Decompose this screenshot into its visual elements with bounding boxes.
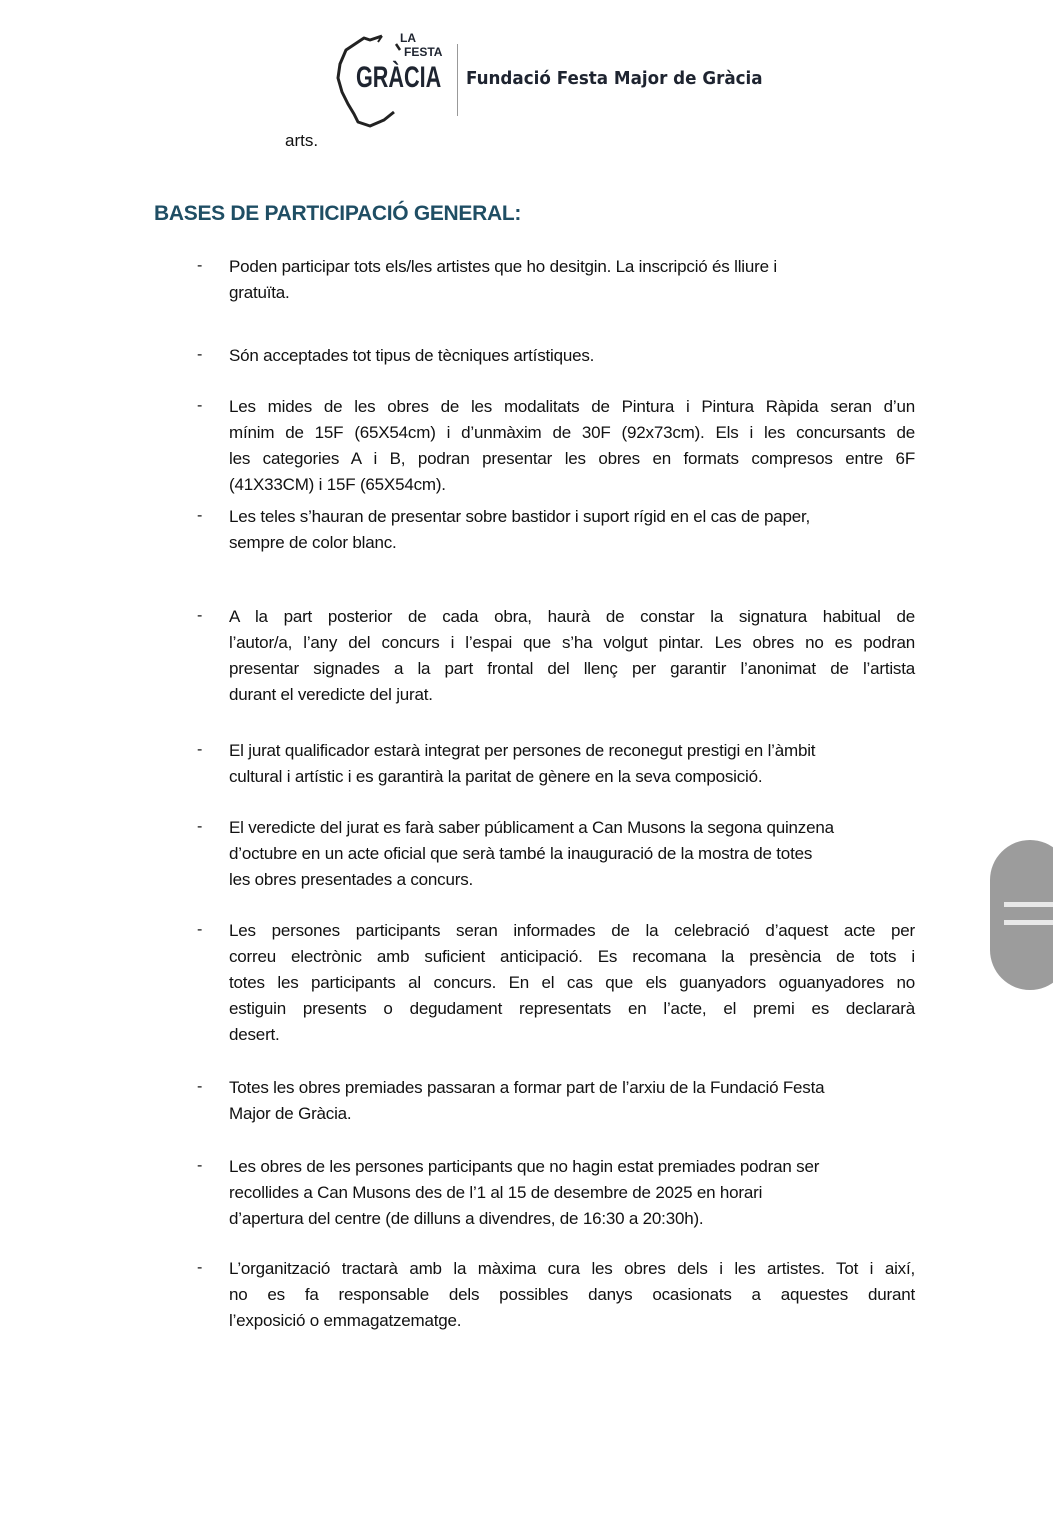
- bullet-dash: -: [197, 346, 203, 363]
- bullet-dash: -: [197, 1259, 203, 1276]
- bullet-dash: -: [197, 741, 203, 758]
- bullet-dash: -: [197, 257, 203, 274]
- list-item-line: estiguin presents o degudament representats en l’acte, el premi es declararà: [229, 999, 915, 1018]
- bullet-dash: -: [197, 1157, 203, 1174]
- list-item-line: mínim de 15F (65X54cm) i d’unmàxim de 30F (92x73cm). Els i les concursants de: [229, 423, 915, 442]
- festa-gracia-logo: [334, 30, 444, 130]
- bullet-dash: -: [197, 1078, 203, 1095]
- list-item-line: (41X33CM) i 15F (65X54cm).: [229, 475, 446, 494]
- side-drawer-handle[interactable]: [990, 840, 1053, 990]
- handle-bar-icon: [1004, 920, 1053, 925]
- list-item-line: d’apertura del centre (de dilluns a divendres, de 16:30 a 20:30h).: [229, 1209, 704, 1228]
- logo-text-gracia: GRÀCIA: [356, 61, 442, 94]
- list-item-line: presentar signades a la part frontal del llenç per garantir l’anonimat de l’artista: [229, 659, 915, 678]
- handle-bar-icon: [1004, 902, 1053, 907]
- list-item-line: L’organització tractarà amb la màxima cura les obres dels i les artistes. Tot i així,: [229, 1259, 915, 1278]
- list-item-line: Les persones participants seran informades de la celebració d’aquest acte per: [229, 921, 915, 940]
- list-item-line: l’exposició o emmagatzematge.: [229, 1311, 462, 1330]
- list-item-line: les obres presentades a concurs.: [229, 870, 474, 889]
- bullet-dash: -: [197, 818, 203, 835]
- bullet-dash: -: [197, 397, 203, 414]
- list-item-line: Totes les obres premiades passaran a formar part de l’arxiu de la Fundació Festa: [229, 1078, 825, 1097]
- section-title: BASES DE PARTICIPACIÓ GENERAL:: [154, 202, 522, 225]
- list-item-line: les categories A i B, podran presentar les obres en formats compresos entre 6F: [229, 449, 915, 468]
- list-item-line: l’autor/a, l’any del concurs i l’espai que s’ha volgut pintar. Les obres no es podran: [229, 633, 915, 652]
- list-item-line: correu electrònic amb suficient anticipació. Es recomana la presència de tots i: [229, 947, 915, 966]
- list-item-line: d’octubre en un acte oficial que serà també la inauguració de la mostra de totes: [229, 844, 813, 863]
- list-item-line: cultural i artístic i es garantirà la paritat de gènere en la seva composició.: [229, 767, 763, 786]
- bullet-dash: -: [197, 921, 203, 938]
- list-item-line: Les mides de les obres de les modalitats de Pintura i Pintura Ràpida seran d’un: [229, 397, 915, 416]
- foundation-name: Fundació Festa Major de Gràcia: [466, 68, 763, 89]
- list-item-line: A la part posterior de cada obra, haurà de constar la signatura habitual de: [229, 607, 915, 626]
- logo-text-la: LA: [400, 31, 416, 45]
- list-item-line: Les obres de les persones participants que no hagin estat premiades podran ser: [229, 1157, 820, 1176]
- list-item-line: durant el veredicte del jurat.: [229, 685, 433, 704]
- logo-text-festa: FESTA: [404, 45, 443, 59]
- list-item-line: no es fa responsable dels possibles danys ocasionats a aquestes durant: [229, 1285, 915, 1304]
- list-item-line: sempre de color blanc.: [229, 533, 397, 552]
- list-item-line: desert.: [229, 1025, 280, 1044]
- list-item-line: Major de Gràcia.: [229, 1104, 352, 1123]
- list-item-line: gratuïta.: [229, 283, 290, 302]
- list-item-line: El jurat qualificador estarà integrat per persones de reconegut prestigi en l’àmbit: [229, 741, 816, 760]
- list-item-line: Són acceptades tot tipus de tècniques artístiques.: [229, 346, 595, 365]
- list-item-line: El veredicte del jurat es farà saber públicament a Can Musons la segona quinzena: [229, 818, 834, 837]
- intro-fragment: arts.: [285, 131, 319, 150]
- list-item-line: Poden participar tots els/les artistes que ho desitgin. La inscripció és lliure i: [229, 257, 777, 276]
- header-divider: [457, 44, 458, 116]
- bullet-dash: -: [197, 607, 203, 624]
- list-item-line: Les teles s’hauran de presentar sobre bastidor i suport rígid en el cas de paper,: [229, 507, 811, 526]
- list-item-line: recollides a Can Musons des de l’1 al 15 de desembre de 2025 en horari: [229, 1183, 763, 1202]
- bullet-dash: -: [197, 507, 203, 524]
- list-item-line: totes les participants al concurs. En el cas que els guanyadors oguanyadores no: [229, 973, 915, 992]
